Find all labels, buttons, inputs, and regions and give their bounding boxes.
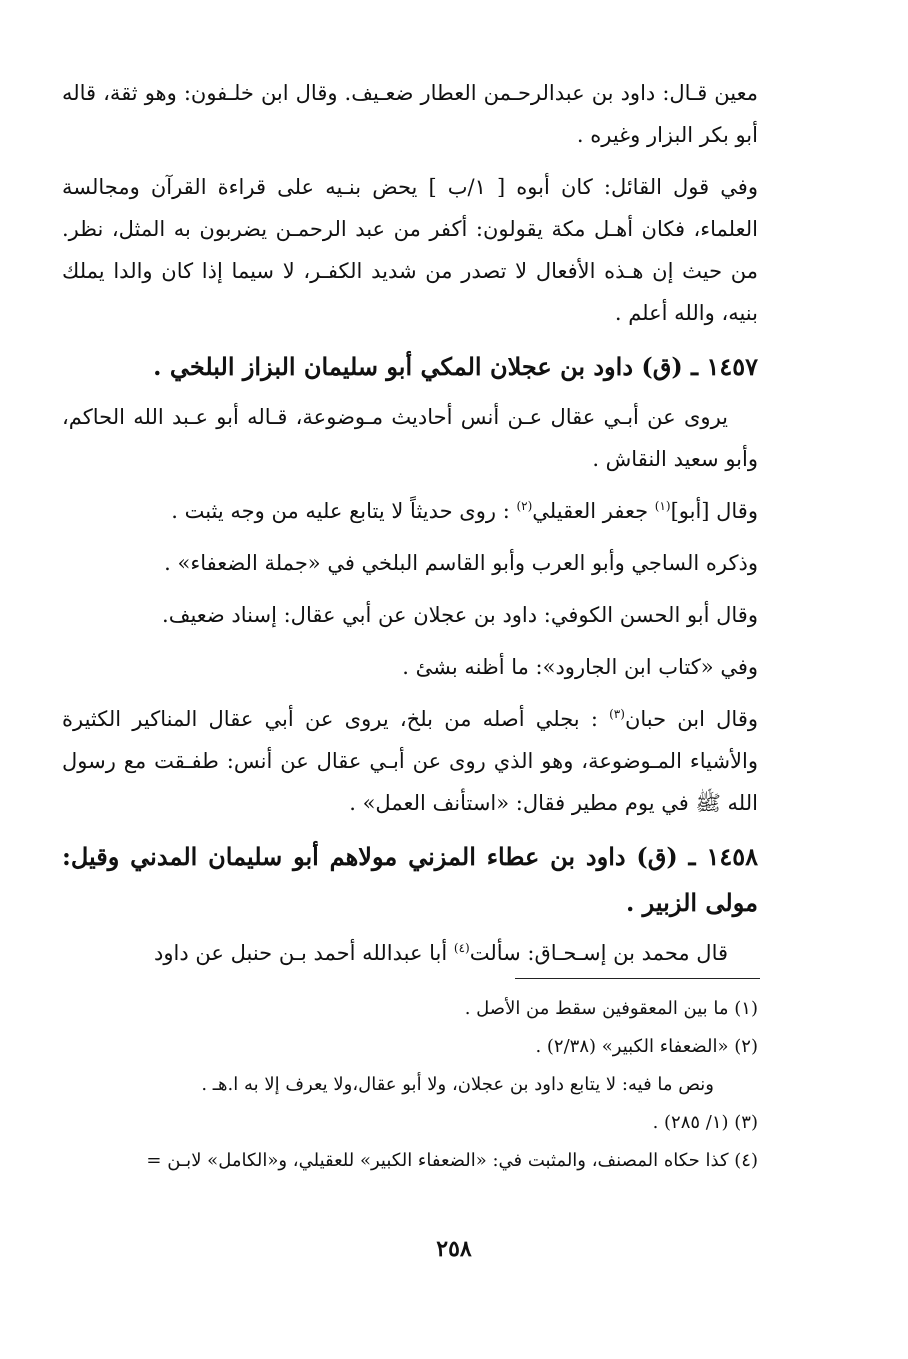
text-segment: جعفر العقيلي — [532, 499, 655, 523]
footnote-ref-2: (٢) — [516, 499, 533, 513]
entry-heading-1457: ١٤٥٧ ـ (ق) داود بن عجلان المكي أبو سليمان البزاز البلخي . — [153, 352, 758, 381]
paragraph-4 — [62, 490, 758, 532]
paragraph-8 — [62, 698, 758, 824]
text-segment: وقال ابن حبان — [624, 707, 758, 731]
paragraph-9 — [62, 932, 758, 974]
page-number: ٢٥٨ — [436, 1236, 472, 1262]
entry-heading-1458: ١٤٥٨ ـ (ق) داود بن عطاء المزني مولاهم أبو سليمان المدني وقيل: مولى الزبير . — [62, 842, 758, 917]
paragraph-6: وقال أبو الحسن الكوفي: داود بن عجلان عن أبي عقال: إسناد ضعيف. — [162, 603, 758, 627]
footnote-ref-3: (٣) — [609, 707, 625, 721]
text-segment: وقال [أبو] — [670, 499, 758, 523]
paragraph-7: وفي «كتاب ابن الجارود»: ما أظنه بشئ . — [402, 655, 758, 679]
text-segment: : روى حديثاً لا يتابع عليه من وجه يثبت . — [171, 499, 517, 523]
footnote-3: (٣) (١/ ٢٨٥) . — [652, 1112, 758, 1133]
text-segment: أبا عبدالله أحمد بـن حنبل عن داود — [154, 941, 454, 965]
footnotes — [62, 992, 758, 1182]
footnote-2: (٢) «الضعفاء الكبير» (٢/٣٨) . — [535, 1036, 758, 1057]
paragraph-1: معين قـال: داود بن عبدالرحـمن العطار ضعـيف. وقال ابن خلـفون: وهو ثقة، قاله أبو بكر البزار وغيره . — [62, 81, 758, 147]
paragraph-5: وذكره الساجي وأبو العرب وأبو القاسم البلخي في «جملة الضعفاء» . — [164, 551, 758, 575]
footnote-2-continued: ونص ما فيه: لا يتابع داود بن عجلان، ولا أبو عقال،ولا يعرف إلا به ا.هـ . — [201, 1074, 714, 1095]
footnote-ref-1: (١) — [654, 499, 671, 513]
paragraph-3: يروى عن أبـي عقال عـن أنس أحاديث مـوضوعة، قـاله أبو عـبد الله الحاكم، وأبو سعيد النقاش . — [62, 405, 758, 471]
footnote-1: (١) ما بين المعقوفين سقط من الأصل . — [464, 998, 758, 1019]
page-body — [62, 72, 758, 984]
footnote-ref-4: (٤) — [453, 941, 470, 955]
footnote-4: (٤) كذا حكاه المصنف، والمثبت في: «الضعفاء الكبير» للعقيلي، و«الكامل» لابـن = — [146, 1150, 758, 1171]
text-segment: قال محمد بن إسـحـاق: سألت — [469, 941, 728, 965]
paragraph-2: وفي قول القائل: كان أبوه [ ١/ب ] يحض بنـيه على قراءة القرآن ومجالسة العلماء، فكان أهـل مكة يقولون: أكفر من عبد الرحمـن يضربون به المثل، نظر. من حيث إن هـذه الأفعال لا تصدر من شديد الكفـر، لا سيما إذا كان والدا يملك بنيه، والله أعلم . — [62, 175, 758, 325]
footnote-divider — [515, 978, 760, 979]
text-segment: : بجلي أصله من بلخ، يروى عن أبي عقال المناكير الكثيرة والأشياء المـوضوعة، وهو الذي روى عن أبـي عقال عن أنس: طفـقت مع رسول الله ﷺ في يوم مطير فقال: «استأنف العمل» . — [62, 707, 758, 815]
